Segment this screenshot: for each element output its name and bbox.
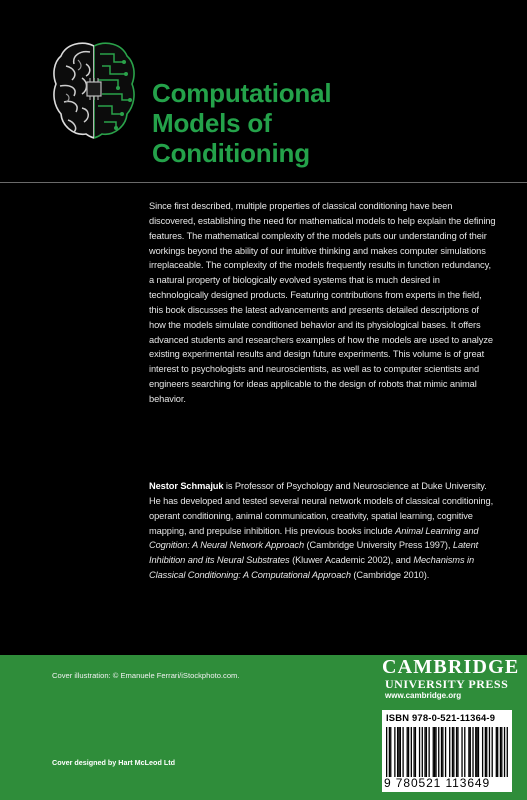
- barcode-bar: [468, 727, 469, 777]
- barcode-bar: [496, 727, 497, 777]
- isbn-label: ISBN 978-0-521-11364-9: [386, 712, 496, 723]
- author-book-1: Animal Learning and Cognition: A Neural Network Approach: [149, 525, 479, 551]
- barcode-bar: [485, 727, 486, 777]
- barcode-bar: [489, 727, 490, 777]
- barcode-bar: [389, 727, 390, 777]
- author-book-3: Mechanisms in Classical Conditioning: A Computational Approach: [149, 555, 475, 581]
- cover-illustration-credit: Cover illustration: © Emanuele Ferrari/iStockphoto.com.: [52, 671, 240, 680]
- barcode-bar: [449, 727, 450, 777]
- barcode-bar: [408, 727, 409, 777]
- barcode-bar: [486, 727, 487, 777]
- barcode-bar: [435, 727, 436, 777]
- barcode-bar: [478, 727, 479, 777]
- title-line-3: Conditioning: [152, 138, 310, 168]
- barcode-bar: [434, 727, 435, 777]
- author-book-2: Latent Inhibition and its Neural Substrates: [149, 540, 479, 566]
- barcode-bar: [500, 727, 501, 777]
- divider-rule: [0, 182, 527, 183]
- barcode-bar: [476, 727, 477, 777]
- barcode-bar: [386, 727, 387, 777]
- barcode-bar: [452, 727, 453, 777]
- barcode-bar: [461, 727, 462, 777]
- barcode-bar: [472, 727, 473, 777]
- author-bio: [149, 479, 497, 583]
- author-bio-text-3: (Kluwer Academic 2002), and: [289, 555, 414, 566]
- cover-designer-credit: Cover designed by Hart McLeod Ltd: [52, 758, 176, 767]
- barcode-bar: [470, 727, 471, 777]
- barcode-bar: [400, 727, 401, 777]
- book-title: [152, 78, 331, 168]
- publisher-name: CAMBRIDGE: [382, 656, 520, 678]
- barcode-bar: [390, 727, 391, 777]
- barcode-digits: 9 780521 113649: [384, 776, 491, 790]
- barcode-bar: [492, 727, 493, 777]
- brain-circuit-icon: [52, 38, 136, 142]
- barcode-bar: [456, 727, 457, 777]
- isbn-barcode: [382, 710, 512, 792]
- barcode-bar: [424, 727, 425, 777]
- barcode-bar: [475, 727, 476, 777]
- author-bio-text-4: (Cambridge 2010).: [350, 570, 430, 581]
- barcode-bar: [407, 727, 408, 777]
- barcode-bar: [497, 727, 498, 777]
- barcode-bar: [413, 727, 414, 777]
- barcode-bar: [464, 727, 465, 777]
- author-bio-text-1: is Professor of Psychology and Neuroscience at Duke University. He has developed and tested several neural network models of classical conditioning, operant conditioning, animal communication, creativity, spatial learning, cognitive mapping, and prepulse inhibition. His previous books include: [149, 481, 494, 536]
- barcode-bar: [422, 727, 423, 777]
- barcode-bar: [394, 727, 395, 777]
- barcode-bar: [433, 727, 434, 777]
- publisher-website: www.cambridge.org: [385, 691, 462, 700]
- barcode-bar: [507, 727, 508, 777]
- title-line-1: Computational: [152, 78, 332, 108]
- barcode-bar: [415, 727, 416, 777]
- barcode-icon: [386, 727, 508, 777]
- barcode-bar: [453, 727, 454, 777]
- barcode-bar: [428, 727, 429, 777]
- author-name: Nestor Schmajuk: [149, 481, 224, 491]
- author-bio-text-2: (Cambridge University Press 1997),: [304, 540, 453, 551]
- barcode-bar: [442, 727, 443, 777]
- barcode-bar: [445, 727, 446, 777]
- barcode-bar: [482, 727, 483, 777]
- barcode-bar: [438, 727, 439, 777]
- barcode-bar: [426, 727, 427, 777]
- publisher-subname: UNIVERSITY PRESS: [385, 677, 509, 691]
- barcode-bar: [397, 727, 398, 777]
- barcode-bar: [419, 727, 420, 777]
- book-description: Since first described, multiple properties of classical conditioning have been discovered, establishing the need for mathematical models to help explain the defining features. The mathematical complexity of the models puts our understanding of their workings beyond the ability of our intuitive thinking and makes computer simulations irreplaceable. The complexity of the models frequently results in function redundancy, a natural property of biologically evolved systems that is much desired in technologically designed products. Featuring contributions from experts in the field, this book discusses the latest advancements and presents detailed descriptions of how the models simulate conditioned behavior and its physiological bases. It offers advanced students and researchers examples of how the models are used to analyze existing experimental results and design future experiments. This volume is of great interest to psychologists and neuroscientists, as well as to computer scientists and engineers searching for ideas applicable to the design of robots that mimic animal behavior.: [149, 201, 496, 404]
- barcode-bar: [398, 727, 399, 777]
- barcode-bar: [402, 727, 403, 777]
- barcode-bar: [501, 727, 502, 777]
- barcode-bar: [457, 727, 458, 777]
- title-line-2: Models of: [152, 108, 272, 138]
- barcode-bar: [504, 727, 505, 777]
- barcode-bar: [411, 727, 412, 777]
- barcode-bar: [441, 727, 442, 777]
